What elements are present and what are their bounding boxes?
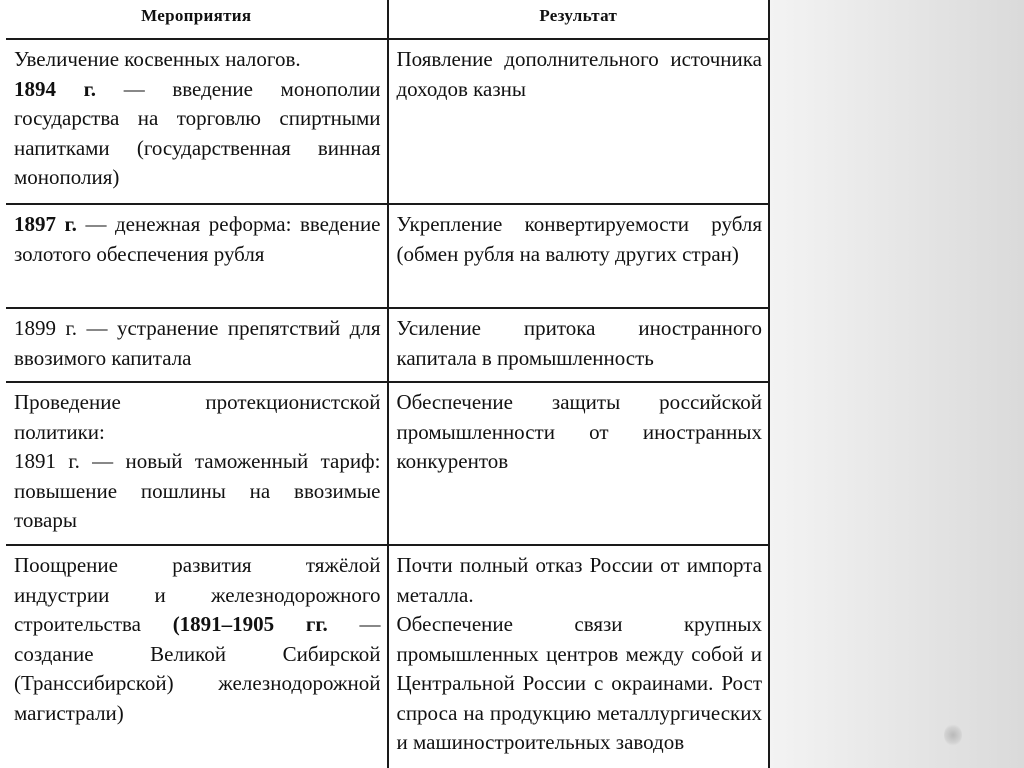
measure-year: (1891–1905 гг. [172, 612, 328, 636]
table-row [6, 545, 769, 768]
header-measures: Мероприятия [6, 0, 388, 39]
measure-text [14, 388, 381, 536]
measure-text [14, 210, 381, 269]
slide-corner-dot [944, 724, 962, 746]
result-text: Укрепление конвертируемости рубля (обмен рубля на валюту других стран) [396, 212, 762, 266]
measure-detail: — создание Великой Сибирской (Транссибирской) железнодорожной магистрали) [14, 612, 381, 725]
measure-text: 1899 г. — устранение препятствий для ввозимого капитала [14, 316, 381, 370]
measure-detail: — денежная реформа: введение золотого обеспечения рубля [14, 212, 381, 266]
table-row [6, 39, 769, 204]
measure-cell [6, 308, 388, 382]
result-text: Почти полный отказ России от импорта металла. [396, 553, 762, 607]
measure-cell [6, 204, 388, 308]
measure-cell [6, 39, 388, 204]
slide-background-gradient [770, 0, 1024, 768]
result-cell [388, 545, 770, 768]
measure-intro: Поощрение развития тяжёлой индустрии и железнодорожного строительства [14, 553, 381, 636]
measure-year: 1894 г. [14, 76, 97, 101]
measure-cell [6, 545, 388, 768]
measure-detail: 1891 г. — новый таможенный тариф: повышение пошлины на ввозимые товары [14, 449, 381, 532]
table-header-row [6, 0, 769, 39]
measure-text [14, 551, 381, 728]
measure-intro: Проведение протекционистской политики: [14, 390, 381, 444]
result-text: Появление дополнительного источника доходов казны [396, 47, 762, 101]
result-cell [388, 308, 770, 382]
result-cell [388, 204, 770, 308]
reforms-table [6, 0, 770, 768]
result-text: Обеспечение защиты российской промышленности от иностранных конкурентов [396, 390, 762, 473]
table-row [6, 382, 769, 545]
result-text: Обеспечение связи крупных промышленных центров между собой и Центральной России с окраинами. Рост спроса на продукцию металлургических и машиностроительных заводов [396, 612, 762, 754]
measure-text [14, 45, 381, 193]
result-text: Усиление притока иностранного капитала в промышленность [396, 316, 762, 370]
measure-detail: — введение монополии государства на торговлю спиртными напитками (государственная винная монополия) [14, 76, 381, 189]
table-row [6, 308, 769, 382]
header-result: Результат [388, 0, 770, 39]
measure-cell [6, 382, 388, 545]
result-cell [388, 39, 770, 204]
measure-intro: Увеличение косвенных налогов. [14, 47, 301, 71]
measure-year: 1897 г. [14, 212, 77, 236]
result-cell [388, 382, 770, 545]
table-row [6, 204, 769, 308]
